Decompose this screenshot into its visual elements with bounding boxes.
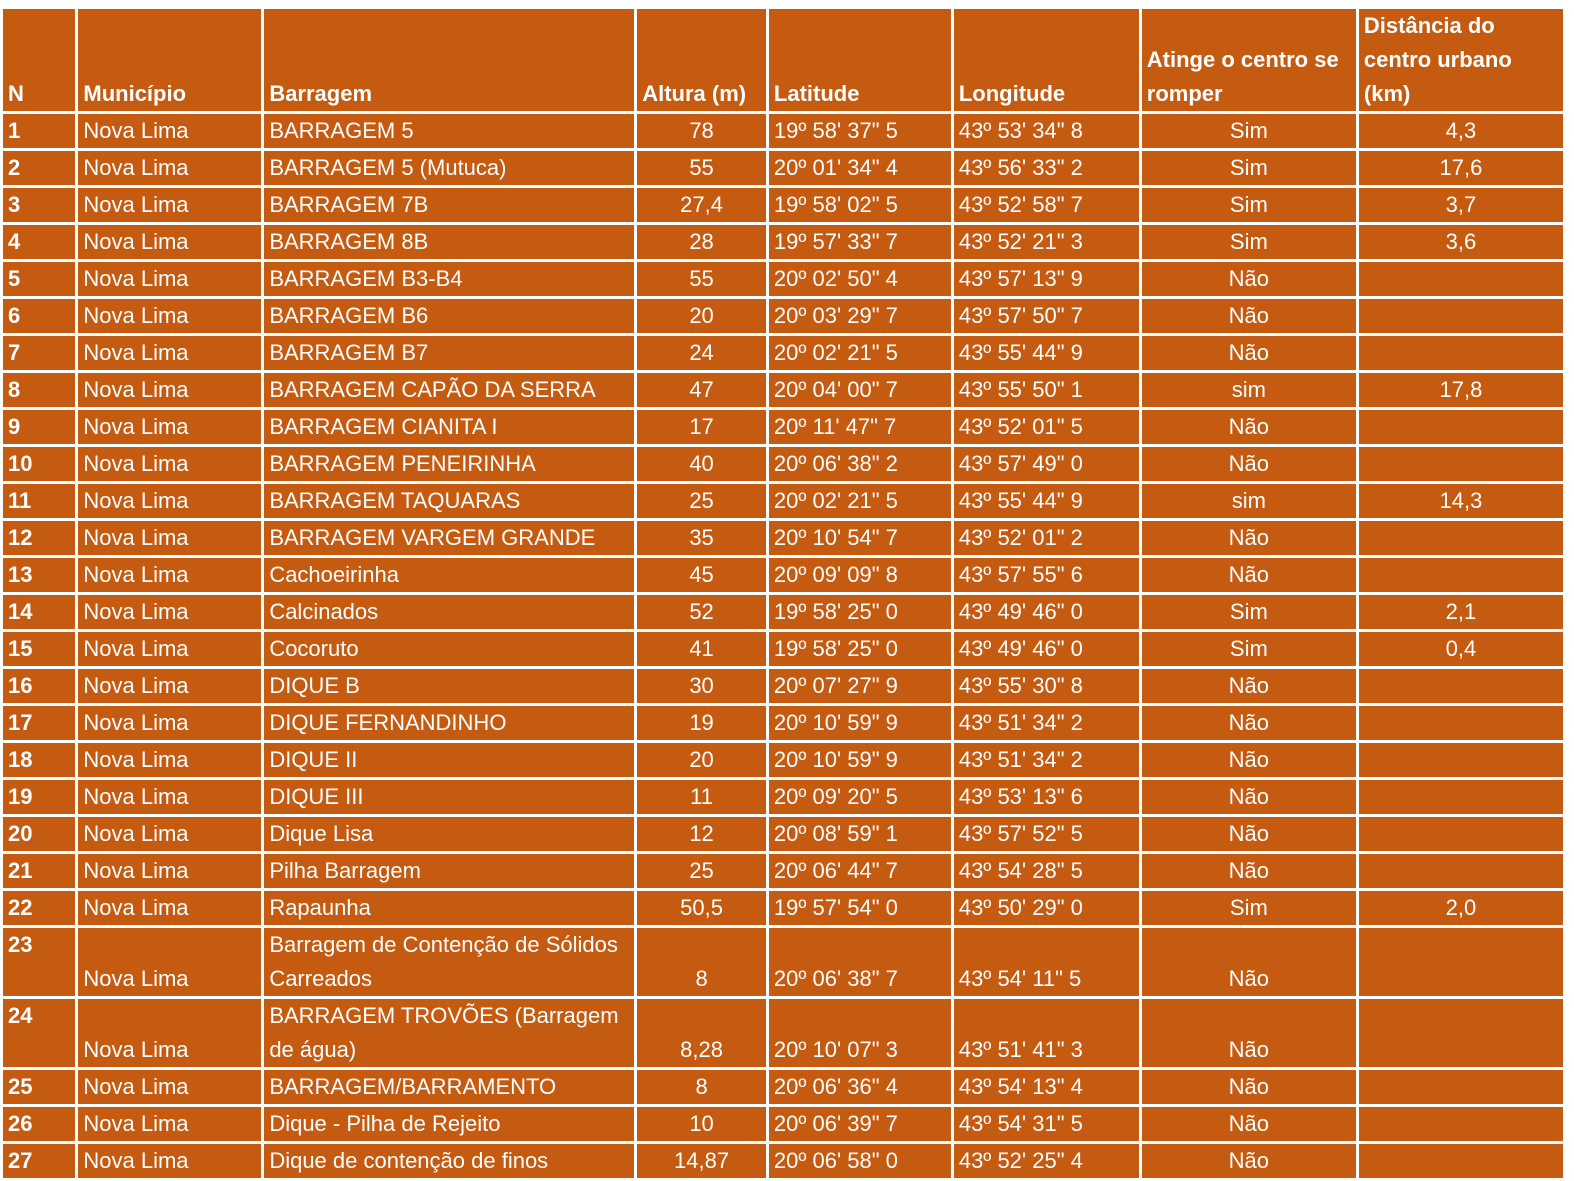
table-row — [3, 780, 1563, 814]
cell-longitude: 43º 54' 31" 5 — [954, 1107, 1139, 1141]
cell-distancia — [1359, 999, 1563, 1067]
cell-altura: 28 — [637, 225, 766, 259]
cell-distancia: 14,3 — [1359, 484, 1563, 518]
table-row — [3, 114, 1563, 148]
cell-altura: 8 — [637, 1070, 766, 1104]
cell-altura: 20 — [637, 299, 766, 333]
cell-altura: 50,5 — [637, 891, 766, 925]
cell-latitude: 20º 10' 59" 9 — [769, 706, 951, 740]
cell-barragem: Barragem de Contenção de Sólidos Carreados — [264, 928, 634, 996]
cell-barragem: Cachoeirinha — [264, 558, 634, 592]
cell-barragem: Cocoruto — [264, 632, 634, 666]
cell-municipio: Nova Lima — [78, 1107, 261, 1141]
cell-distancia — [1359, 928, 1563, 996]
table-row — [3, 928, 1563, 996]
cell-distancia — [1359, 706, 1563, 740]
cell-distancia — [1359, 817, 1563, 851]
cell-n: 10 — [3, 447, 75, 481]
cell-distancia: 2,0 — [1359, 891, 1563, 925]
cell-latitude: 20º 02' 21" 5 — [769, 484, 951, 518]
cell-n: 24 — [3, 999, 75, 1067]
table-row — [3, 410, 1563, 444]
cell-longitude: 43º 54' 11" 5 — [954, 928, 1139, 996]
cell-longitude: 43º 52' 58" 7 — [954, 188, 1139, 222]
cell-n: 27 — [3, 1144, 75, 1178]
cell-atinge: Sim — [1142, 595, 1356, 629]
cell-latitude: 20º 04' 00" 7 — [769, 373, 951, 407]
cell-latitude: 20º 06' 58" 0 — [769, 1144, 951, 1178]
cell-municipio: Nova Lima — [78, 632, 261, 666]
cell-longitude: 43º 49' 46" 0 — [954, 632, 1139, 666]
cell-barragem: DIQUE B — [264, 669, 634, 703]
cell-longitude: 43º 49' 46" 0 — [954, 595, 1139, 629]
cell-atinge: Não — [1142, 410, 1356, 444]
cell-longitude: 43º 57' 13" 9 — [954, 262, 1139, 296]
cell-atinge: sim — [1142, 373, 1356, 407]
cell-altura: 45 — [637, 558, 766, 592]
cell-atinge: Não — [1142, 928, 1356, 996]
cell-altura: 12 — [637, 817, 766, 851]
header-distancia: Distância do centro urbano (km) — [1359, 9, 1563, 111]
cell-longitude: 43º 55' 44" 9 — [954, 484, 1139, 518]
cell-n: 20 — [3, 817, 75, 851]
cell-longitude: 43º 53' 13" 6 — [954, 780, 1139, 814]
cell-atinge: Sim — [1142, 632, 1356, 666]
cell-barragem: Dique Lisa — [264, 817, 634, 851]
cell-altura: 10 — [637, 1107, 766, 1141]
cell-longitude: 43º 54' 13" 4 — [954, 1070, 1139, 1104]
table-row — [3, 595, 1563, 629]
cell-n: 13 — [3, 558, 75, 592]
cell-atinge: Não — [1142, 447, 1356, 481]
cell-latitude: 20º 06' 38" 7 — [769, 928, 951, 996]
cell-municipio: Nova Lima — [78, 299, 261, 333]
cell-municipio: Nova Lima — [78, 558, 261, 592]
cell-n: 5 — [3, 262, 75, 296]
cell-barragem: BARRAGEM 7B — [264, 188, 634, 222]
cell-longitude: 43º 51' 34" 2 — [954, 743, 1139, 777]
cell-atinge: Não — [1142, 299, 1356, 333]
cell-atinge: Não — [1142, 780, 1356, 814]
cell-municipio: Nova Lima — [78, 706, 261, 740]
cell-n: 3 — [3, 188, 75, 222]
cell-barragem: DIQUE II — [264, 743, 634, 777]
header-longitude: Longitude — [954, 9, 1139, 111]
cell-atinge: Sim — [1142, 891, 1356, 925]
cell-distancia — [1359, 1144, 1563, 1178]
cell-n: 1 — [3, 114, 75, 148]
cell-altura: 55 — [637, 262, 766, 296]
cell-municipio: Nova Lima — [78, 521, 261, 555]
cell-latitude: 20º 10' 59" 9 — [769, 743, 951, 777]
cell-barragem: BARRAGEM B7 — [264, 336, 634, 370]
cell-municipio: Nova Lima — [78, 447, 261, 481]
cell-latitude: 20º 06' 39" 7 — [769, 1107, 951, 1141]
cell-altura: 14,87 — [637, 1144, 766, 1178]
table-row — [3, 891, 1563, 925]
cell-atinge: Sim — [1142, 188, 1356, 222]
cell-barragem: BARRAGEM TROVÕES (Barragem de água) — [264, 999, 634, 1067]
table-row — [3, 262, 1563, 296]
cell-n: 11 — [3, 484, 75, 518]
cell-n: 9 — [3, 410, 75, 444]
cell-atinge: Não — [1142, 336, 1356, 370]
cell-n: 23 — [3, 928, 75, 996]
cell-distancia — [1359, 336, 1563, 370]
cell-distancia: 3,6 — [1359, 225, 1563, 259]
table-row — [3, 447, 1563, 481]
cell-altura: 30 — [637, 669, 766, 703]
table-row — [3, 854, 1563, 888]
cell-distancia — [1359, 521, 1563, 555]
cell-distancia — [1359, 669, 1563, 703]
cell-distancia: 0,4 — [1359, 632, 1563, 666]
cell-longitude: 43º 54' 28" 5 — [954, 854, 1139, 888]
cell-altura: 8,28 — [637, 999, 766, 1067]
table-row — [3, 706, 1563, 740]
cell-latitude: 20º 06' 44" 7 — [769, 854, 951, 888]
cell-longitude: 43º 52' 01" 5 — [954, 410, 1139, 444]
table-row — [3, 1107, 1563, 1141]
cell-longitude: 43º 57' 55" 6 — [954, 558, 1139, 592]
cell-atinge: Sim — [1142, 151, 1356, 185]
cell-distancia — [1359, 410, 1563, 444]
cell-atinge: Não — [1142, 558, 1356, 592]
table-row — [3, 1144, 1563, 1178]
table-row — [3, 151, 1563, 185]
cell-n: 14 — [3, 595, 75, 629]
cell-latitude: 20º 10' 07" 3 — [769, 999, 951, 1067]
cell-altura: 11 — [637, 780, 766, 814]
cell-barragem: Pilha Barragem — [264, 854, 634, 888]
cell-n: 15 — [3, 632, 75, 666]
cell-distancia: 4,3 — [1359, 114, 1563, 148]
cell-atinge: Não — [1142, 1144, 1356, 1178]
cell-municipio: Nova Lima — [78, 928, 261, 996]
cell-n: 25 — [3, 1070, 75, 1104]
cell-latitude: 19º 57' 33" 7 — [769, 225, 951, 259]
cell-altura: 35 — [637, 521, 766, 555]
cell-longitude: 43º 52' 21" 3 — [954, 225, 1139, 259]
cell-latitude: 20º 01' 34" 4 — [769, 151, 951, 185]
cell-distancia — [1359, 743, 1563, 777]
cell-longitude: 43º 57' 49" 0 — [954, 447, 1139, 481]
cell-altura: 40 — [637, 447, 766, 481]
cell-n: 18 — [3, 743, 75, 777]
cell-latitude: 20º 02' 50" 4 — [769, 262, 951, 296]
cell-barragem: BARRAGEM CAPÃO DA SERRA — [264, 373, 634, 407]
cell-n: 17 — [3, 706, 75, 740]
cell-municipio: Nova Lima — [78, 999, 261, 1067]
cell-atinge: Não — [1142, 706, 1356, 740]
cell-longitude: 43º 57' 52" 5 — [954, 817, 1139, 851]
cell-atinge: Não — [1142, 669, 1356, 703]
cell-n: 7 — [3, 336, 75, 370]
cell-barragem: BARRAGEM B6 — [264, 299, 634, 333]
cell-distancia: 17,8 — [1359, 373, 1563, 407]
cell-barragem: BARRAGEM 5 (Mutuca) — [264, 151, 634, 185]
cell-latitude: 19º 58' 02" 5 — [769, 188, 951, 222]
cell-municipio: Nova Lima — [78, 854, 261, 888]
cell-n: 2 — [3, 151, 75, 185]
cell-distancia: 3,7 — [1359, 188, 1563, 222]
cell-latitude: 20º 09' 09" 8 — [769, 558, 951, 592]
cell-latitude: 20º 09' 20" 5 — [769, 780, 951, 814]
table-row — [3, 373, 1563, 407]
cell-distancia — [1359, 299, 1563, 333]
cell-barragem: Dique de contenção de finos — [264, 1144, 634, 1178]
cell-distancia — [1359, 1070, 1563, 1104]
cell-barragem: BARRAGEM VARGEM GRANDE — [264, 521, 634, 555]
cell-longitude: 43º 55' 30" 8 — [954, 669, 1139, 703]
cell-municipio: Nova Lima — [78, 225, 261, 259]
cell-latitude: 20º 08' 59" 1 — [769, 817, 951, 851]
header-atinge: Atinge o centro se romper — [1142, 9, 1356, 111]
cell-municipio: Nova Lima — [78, 114, 261, 148]
cell-municipio: Nova Lima — [78, 188, 261, 222]
cell-altura: 19 — [637, 706, 766, 740]
cell-longitude: 43º 51' 41" 3 — [954, 999, 1139, 1067]
header-latitude: Latitude — [769, 9, 951, 111]
cell-latitude: 19º 58' 25" 0 — [769, 595, 951, 629]
cell-barragem: BARRAGEM/BARRAMENTO — [264, 1070, 634, 1104]
cell-latitude: 20º 06' 38" 2 — [769, 447, 951, 481]
cell-municipio: Nova Lima — [78, 595, 261, 629]
cell-atinge: Não — [1142, 262, 1356, 296]
table-row — [3, 299, 1563, 333]
cell-latitude: 20º 02' 21" 5 — [769, 336, 951, 370]
header-municipio: Município — [78, 9, 261, 111]
cell-latitude: 20º 10' 54" 7 — [769, 521, 951, 555]
cell-latitude: 20º 06' 36" 4 — [769, 1070, 951, 1104]
cell-municipio: Nova Lima — [78, 484, 261, 518]
cell-longitude: 43º 51' 34" 2 — [954, 706, 1139, 740]
header-altura: Altura (m) — [637, 9, 766, 111]
cell-longitude: 43º 52' 01" 2 — [954, 521, 1139, 555]
cell-longitude: 43º 52' 25" 4 — [954, 1144, 1139, 1178]
table-row — [3, 669, 1563, 703]
cell-atinge: Sim — [1142, 225, 1356, 259]
cell-barragem: BARRAGEM 8B — [264, 225, 634, 259]
cell-barragem: DIQUE FERNANDINHO — [264, 706, 634, 740]
cell-distancia — [1359, 780, 1563, 814]
table-row — [3, 632, 1563, 666]
cell-longitude: 43º 57' 50" 7 — [954, 299, 1139, 333]
header-row — [3, 9, 1563, 111]
cell-n: 8 — [3, 373, 75, 407]
cell-distancia — [1359, 1107, 1563, 1141]
table-row — [3, 558, 1563, 592]
cell-altura: 24 — [637, 336, 766, 370]
cell-latitude: 20º 07' 27" 9 — [769, 669, 951, 703]
cell-municipio: Nova Lima — [78, 817, 261, 851]
cell-barragem: BARRAGEM PENEIRINHA — [264, 447, 634, 481]
cell-latitude: 19º 58' 37" 5 — [769, 114, 951, 148]
cell-latitude: 20º 03' 29" 7 — [769, 299, 951, 333]
cell-atinge: Não — [1142, 854, 1356, 888]
table-row — [3, 484, 1563, 518]
cell-municipio: Nova Lima — [78, 891, 261, 925]
dams-table — [0, 6, 1566, 1181]
cell-municipio: Nova Lima — [78, 669, 261, 703]
cell-altura: 20 — [637, 743, 766, 777]
cell-altura: 55 — [637, 151, 766, 185]
table-row — [3, 521, 1563, 555]
table-row — [3, 817, 1563, 851]
cell-altura: 25 — [637, 484, 766, 518]
cell-altura: 17 — [637, 410, 766, 444]
cell-longitude: 43º 53' 34" 8 — [954, 114, 1139, 148]
cell-barragem: Calcinados — [264, 595, 634, 629]
cell-municipio: Nova Lima — [78, 410, 261, 444]
cell-altura: 25 — [637, 854, 766, 888]
cell-municipio: Nova Lima — [78, 1070, 261, 1104]
dams-table-container — [0, 6, 1566, 1181]
cell-n: 6 — [3, 299, 75, 333]
cell-n: 12 — [3, 521, 75, 555]
cell-latitude: 19º 58' 25" 0 — [769, 632, 951, 666]
cell-altura: 47 — [637, 373, 766, 407]
cell-barragem: BARRAGEM TAQUARAS — [264, 484, 634, 518]
cell-municipio: Nova Lima — [78, 1144, 261, 1178]
cell-altura: 8 — [637, 928, 766, 996]
cell-municipio: Nova Lima — [78, 262, 261, 296]
cell-municipio: Nova Lima — [78, 373, 261, 407]
header-barragem: Barragem — [264, 9, 634, 111]
cell-atinge: Não — [1142, 1070, 1356, 1104]
cell-distancia — [1359, 558, 1563, 592]
cell-municipio: Nova Lima — [78, 743, 261, 777]
cell-atinge: Sim — [1142, 114, 1356, 148]
cell-longitude: 43º 50' 29" 0 — [954, 891, 1139, 925]
cell-atinge: Não — [1142, 999, 1356, 1067]
cell-distancia — [1359, 262, 1563, 296]
cell-longitude: 43º 56' 33" 2 — [954, 151, 1139, 185]
cell-municipio: Nova Lima — [78, 151, 261, 185]
cell-n: 22 — [3, 891, 75, 925]
header-n: N — [3, 9, 75, 111]
table-row — [3, 1070, 1563, 1104]
cell-barragem: BARRAGEM B3-B4 — [264, 262, 634, 296]
cell-latitude: 20º 11' 47" 7 — [769, 410, 951, 444]
cell-barragem: Rapaunha — [264, 891, 634, 925]
cell-atinge: sim — [1142, 484, 1356, 518]
cell-n: 21 — [3, 854, 75, 888]
cell-altura: 78 — [637, 114, 766, 148]
table-row — [3, 225, 1563, 259]
cell-distancia: 2,1 — [1359, 595, 1563, 629]
cell-barragem: BARRAGEM CIANITA I — [264, 410, 634, 444]
cell-distancia — [1359, 447, 1563, 481]
cell-longitude: 43º 55' 44" 9 — [954, 336, 1139, 370]
cell-altura: 41 — [637, 632, 766, 666]
cell-municipio: Nova Lima — [78, 780, 261, 814]
cell-atinge: Não — [1142, 817, 1356, 851]
cell-n: 19 — [3, 780, 75, 814]
cell-barragem: BARRAGEM 5 — [264, 114, 634, 148]
cell-distancia: 17,6 — [1359, 151, 1563, 185]
table-row — [3, 743, 1563, 777]
cell-latitude: 19º 57' 54" 0 — [769, 891, 951, 925]
cell-municipio: Nova Lima — [78, 336, 261, 370]
cell-n: 16 — [3, 669, 75, 703]
cell-altura: 52 — [637, 595, 766, 629]
cell-barragem: DIQUE III — [264, 780, 634, 814]
cell-atinge: Não — [1142, 743, 1356, 777]
cell-distancia — [1359, 854, 1563, 888]
cell-barragem: Dique - Pilha de Rejeito — [264, 1107, 634, 1141]
table-row — [3, 188, 1563, 222]
cell-n: 4 — [3, 225, 75, 259]
table-row — [3, 336, 1563, 370]
cell-longitude: 43º 55' 50" 1 — [954, 373, 1139, 407]
cell-atinge: Não — [1142, 521, 1356, 555]
cell-atinge: Não — [1142, 1107, 1356, 1141]
cell-altura: 27,4 — [637, 188, 766, 222]
table-row — [3, 999, 1563, 1067]
cell-n: 26 — [3, 1107, 75, 1141]
